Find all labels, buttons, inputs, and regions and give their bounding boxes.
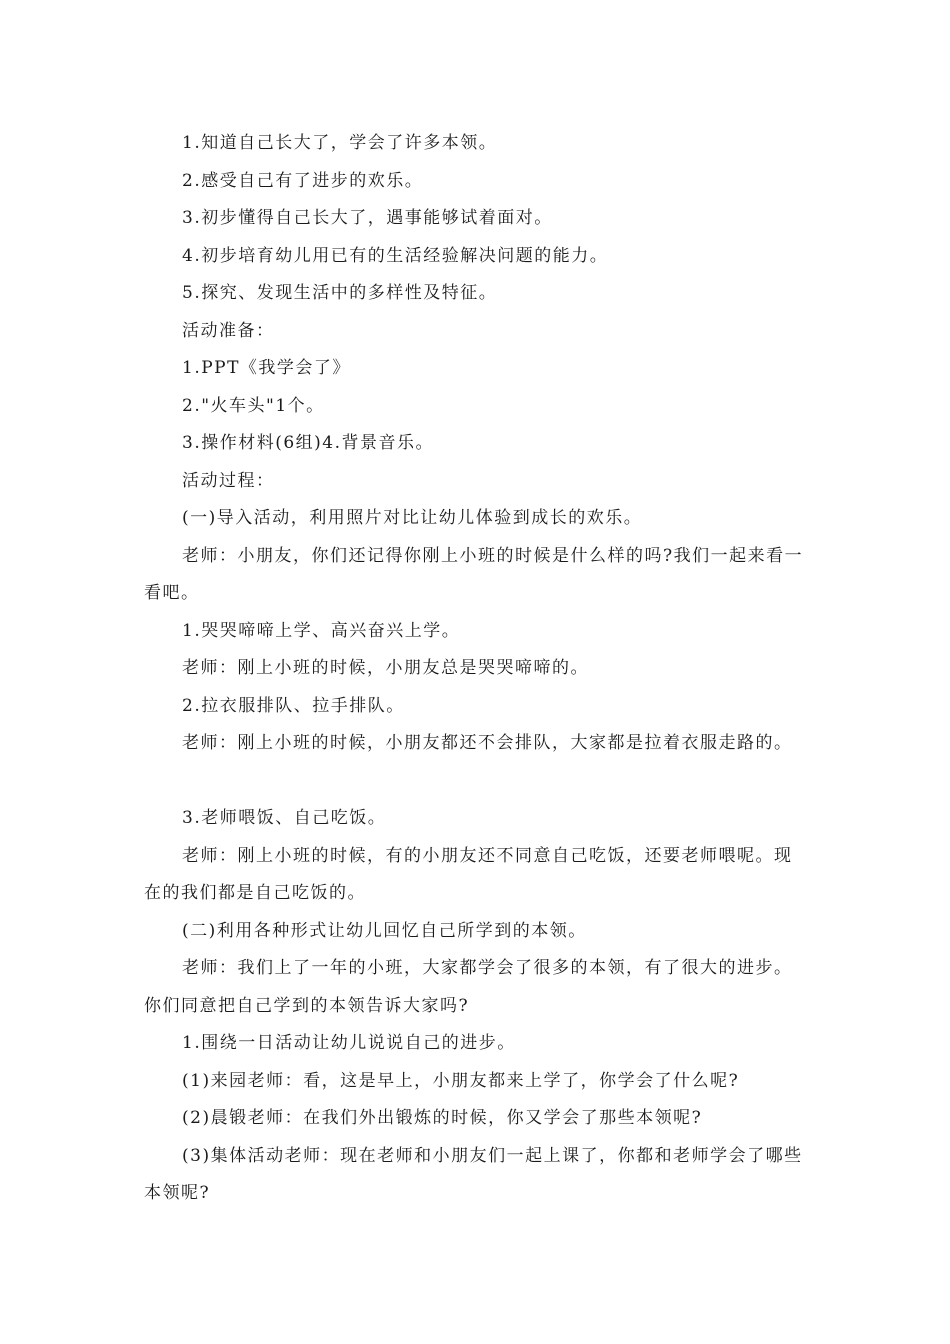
objective-item-2: 2.感受自己有了进步的欢乐。 — [182, 170, 424, 191]
process-item: 2.拉衣服排队、拉手排队。 — [182, 695, 405, 716]
process-step-review: (二)利用各种形式让幼儿回忆自己所学到的本领。 — [182, 920, 587, 941]
activity-item-arrival: (1)来园老师：看，这是早上，小朋友都来上学了，你学会了什么呢? — [182, 1070, 740, 1091]
activity-item-exercise: (2)晨锻老师：在我们外出锻炼的时候，你又学会了那些本领呢? — [182, 1108, 703, 1128]
section-heading-process: 活动过程： — [182, 470, 275, 491]
process-item: 1.围绕一日活动让幼儿说说自己的进步。 — [182, 1033, 516, 1053]
activity-item-group: (3)集体活动老师：现在老师和小朋友们一起上课了，你都和老师学会了哪些本领呢? — [144, 1145, 803, 1203]
teacher-line: 老师：我们上了一年的小班，大家都学会了很多的本领，有了很大的进步。你们同意把自己学到的本领告诉大家吗? — [144, 958, 793, 1016]
teacher-line: 老师：刚上小班的时候，有的小朋友还不同意自己吃饭，还要老师喂呢。现在的我们都是自己吃饭的。 — [144, 845, 793, 903]
process-step-intro: (一)导入活动，利用照片对比让幼儿体验到成长的欢乐。 — [182, 508, 643, 528]
preparation-item-1: 1.PPT《我学会了》 — [182, 358, 351, 378]
paragraph-gap — [144, 763, 810, 801]
objective-item-3: 3.初步懂得自己长大了，遇事能够试着面对。 — [182, 208, 553, 228]
process-item: 3.老师喂饭、自己吃饭。 — [182, 808, 387, 828]
process-item: 1.哭哭啼啼上学、高兴奋兴上学。 — [182, 620, 461, 641]
preparation-item-2: 2."火车头"1个。 — [182, 395, 325, 416]
preparation-item-3: 3.操作材料(6组)4.背景音乐。 — [182, 433, 435, 453]
objective-item-5: 5.探究、发现生活中的多样性及特征。 — [182, 283, 498, 303]
teacher-line: 老师：小朋友，你们还记得你刚上小班的时候是什么样的吗?我们一起来看一看吧。 — [144, 545, 804, 603]
teacher-line: 老师：刚上小班的时候，小朋友总是哭哭啼啼的。 — [182, 658, 589, 678]
section-heading-preparation: 活动准备： — [182, 320, 275, 341]
document-body — [144, 125, 810, 1213]
objective-item-1: 1.知道自己长大了，学会了许多本领。 — [182, 133, 498, 153]
teacher-line: 老师：刚上小班的时候，小朋友都还不会排队，大家都是拉着衣服走路的。 — [182, 733, 793, 753]
objective-item-4: 4.初步培育幼儿用已有的生活经验解决问题的能力。 — [182, 245, 609, 266]
